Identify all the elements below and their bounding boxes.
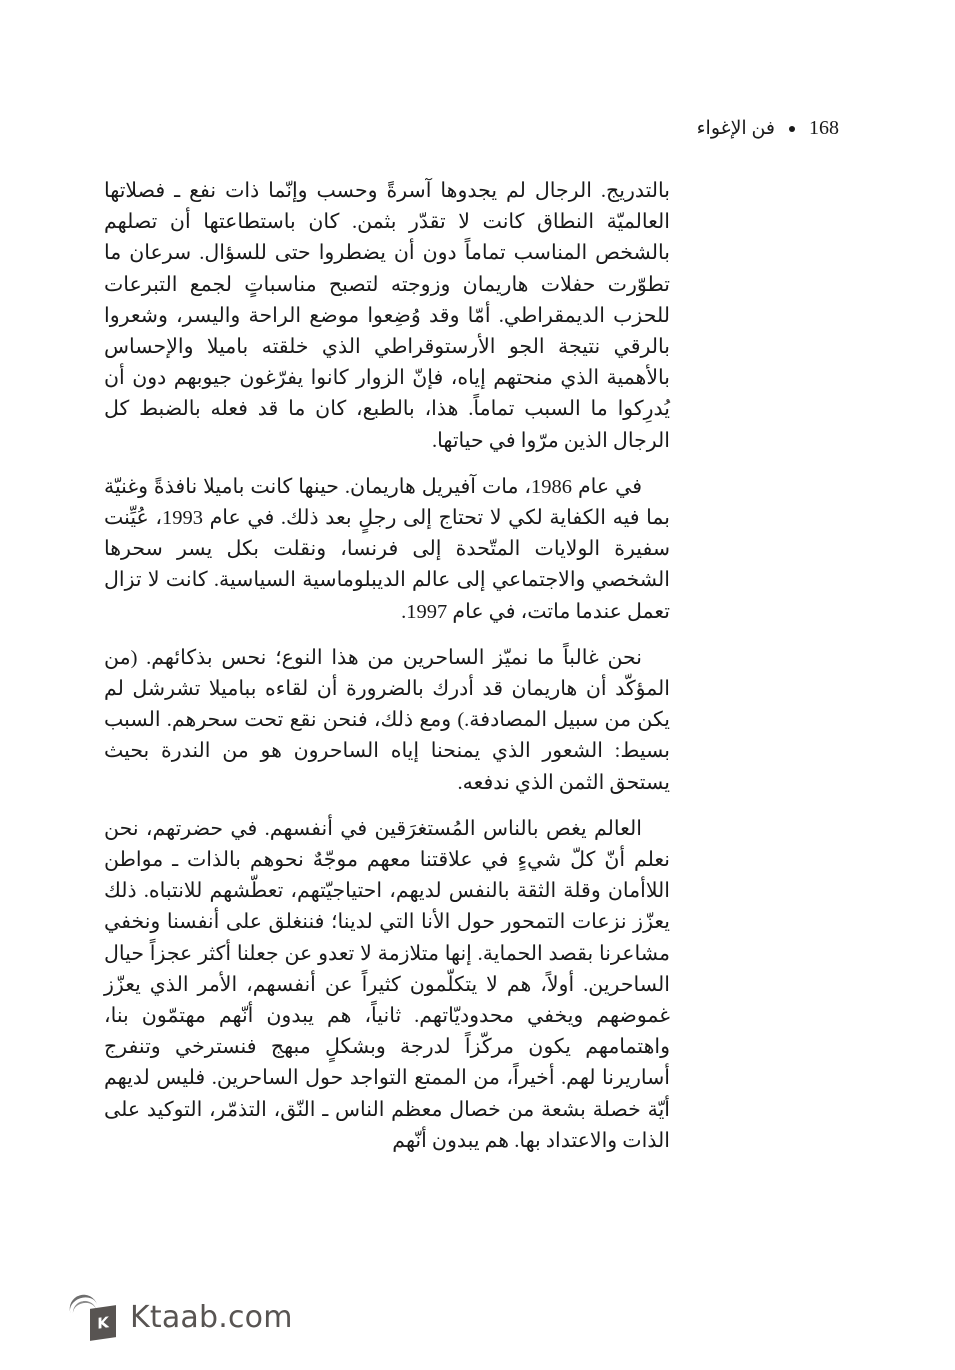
watermark-brand: Ktaab.com [130, 1299, 293, 1335]
paragraph: العالم يغص بالناس المُستغرَقين في أنفسهم. في حضرتهم، نحن نعلم أنّ كلّ شيءٍ في علاقتنا معهم موجّهٌ نحوهم بالذات ـ مواطن اللاأمان وقلة الثقة بالنفس لديهم، احتياجيّتهم، تعطّشهم للانتباه. ذلك يعزّز نزعات التمحور حول الأنا التي لدينا؛ فننغلق على أنفسنا ونخفي مشاعرنا بقصد الحماية. إنها متلازمة لا تعدو عن جعلنا أكثر عجزاً حيال الساحرين. أولاً، هم لا يتكلّمون كثيراً عن أنفسهم، الأمر الذي يعزّز غموضهم ويخفي محدوديّاتهم. ثانياً، هم يبدون أنّهم مهتمّون بنا، واهتمامهم يكون مركّزاً لدرجة وبشكلٍ مبهج فنسترخي وتنفرج أساريرنا لهم. أخيراً، من الممتع التواجد حول الساحرين. فليس لديهم أيّة خصلة بشعة من خصال معظم الناس ـ النّق، التذمّر، التوكيد على الذات والاعتداد بها. هم يبدون أنّهم [104, 817, 670, 1152]
body-text [104, 176, 670, 1172]
ktaab-watermark [68, 1295, 293, 1339]
paragraph: في عام 1986، مات آفيريل هاريمان. حينها كانت باميلا نافذةً وغنيّة بما فيه الكفاية لكي لا تحتاج إلى رجلٍ بعد ذلك. في عام 1993، عُيِّنت سفيرة الولايات المتّحدة إلى فرنسا، ونقلت بكل يسر سحرها الشخصي والاجتماعي إلى عالم الديبلوماسية السياسية. كانت لا تزال تعمل عندما ماتت، في عام 1997. [104, 475, 670, 623]
book-logo-icon [68, 1295, 116, 1339]
paragraph: نحن غالباً ما نميّز الساحرين من هذا النوع؛ نحس بذكائهم. (من المؤكّد أن هاريمان قد أدرك بالضرورة أن لقاءه بباميلا تشرشل لم يكن من سبيل المصادفة.) ومع ذلك، فنحن نقع تحت سحرهم. السبب بسيط: الشعور الذي يمنحنا إياه الساحرون هو من الندرة بحيث يستحق الثمن الذي ندفعه. [104, 646, 670, 794]
page-header [697, 117, 839, 140]
running-title: فن الإغواء [696, 118, 775, 139]
logo-cover: K [90, 1305, 116, 1341]
paragraph: بالتدريج. الرجال لم يجدوها آسرةً وحسب وإنّما ذات نفع ـ فصلاتها العالميّة النطاق كانت لا تقدّر بثمن. كان باستطاعتها أن تصلهم بالشخص المناسب تماماً دون أن يضطروا حتى للسؤال. سرعان ما تطوّرت حفلات هاريمان وزوجته لتصبح مناسباتٍ لجمع التبرعات للحزب الديمقراطي. أمّا وقد وُضِعوا موضع الراحة واليسر، وشعروا بالرقي نتيجة الجو الأرستوقراطي الذي خلقته باميلا والإحساس بالأهمية الذي منحتهم إياه، فإنّ الزوار كانوا يفرّغون جيوبهم دون أن يُدرِكوا ما السبب تماماً. هذا، بالطبع، كان ما قد فعله بالضبط كل الرجال الذين مرّوا في حياتها. [104, 180, 670, 452]
page-number: 168 [809, 117, 839, 139]
bullet-separator-icon [789, 126, 795, 132]
